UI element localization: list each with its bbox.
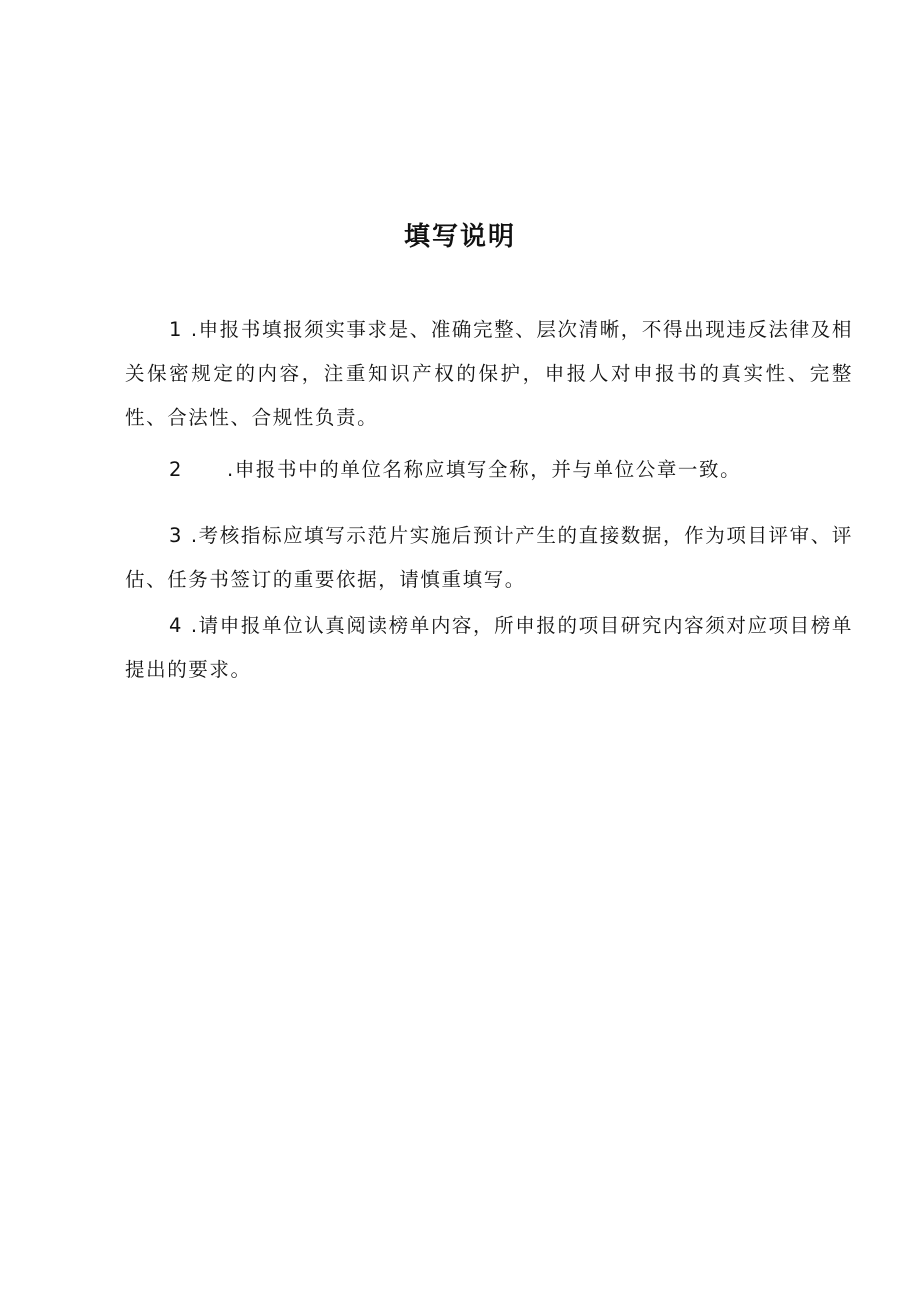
item-number: 2 — [169, 458, 184, 481]
instruction-item-1 — [125, 308, 853, 440]
item-text: .考核指标应填写示范片实施后预计产生的直接数据，作为项目评审、评估、任务书签订的重要依据，请慎重填写。 — [125, 524, 853, 591]
item-text: .申报书填报须实事求是、准确完整、层次清晰，不得出现违反法律及相关保密规定的内容，注重知识产权的保护，申报人对申报书的真实性、完整性、合法性、合规性负责。 — [125, 318, 853, 429]
instruction-item-2 — [125, 448, 853, 492]
item-text: .请申报单位认真阅读榜单内容，所申报的项目研究内容须对应项目榜单提出的要求。 — [125, 614, 853, 681]
item-number: 4 — [169, 614, 184, 637]
page-title: 填写说明 — [403, 222, 516, 252]
item-number: 1 — [169, 318, 184, 341]
instruction-item-4 — [125, 604, 853, 692]
item-number: 3 — [169, 524, 184, 547]
item-text: .申报书中的单位名称应填写全称，并与单位公章一致。 — [227, 458, 742, 481]
instruction-item-3 — [125, 514, 853, 602]
